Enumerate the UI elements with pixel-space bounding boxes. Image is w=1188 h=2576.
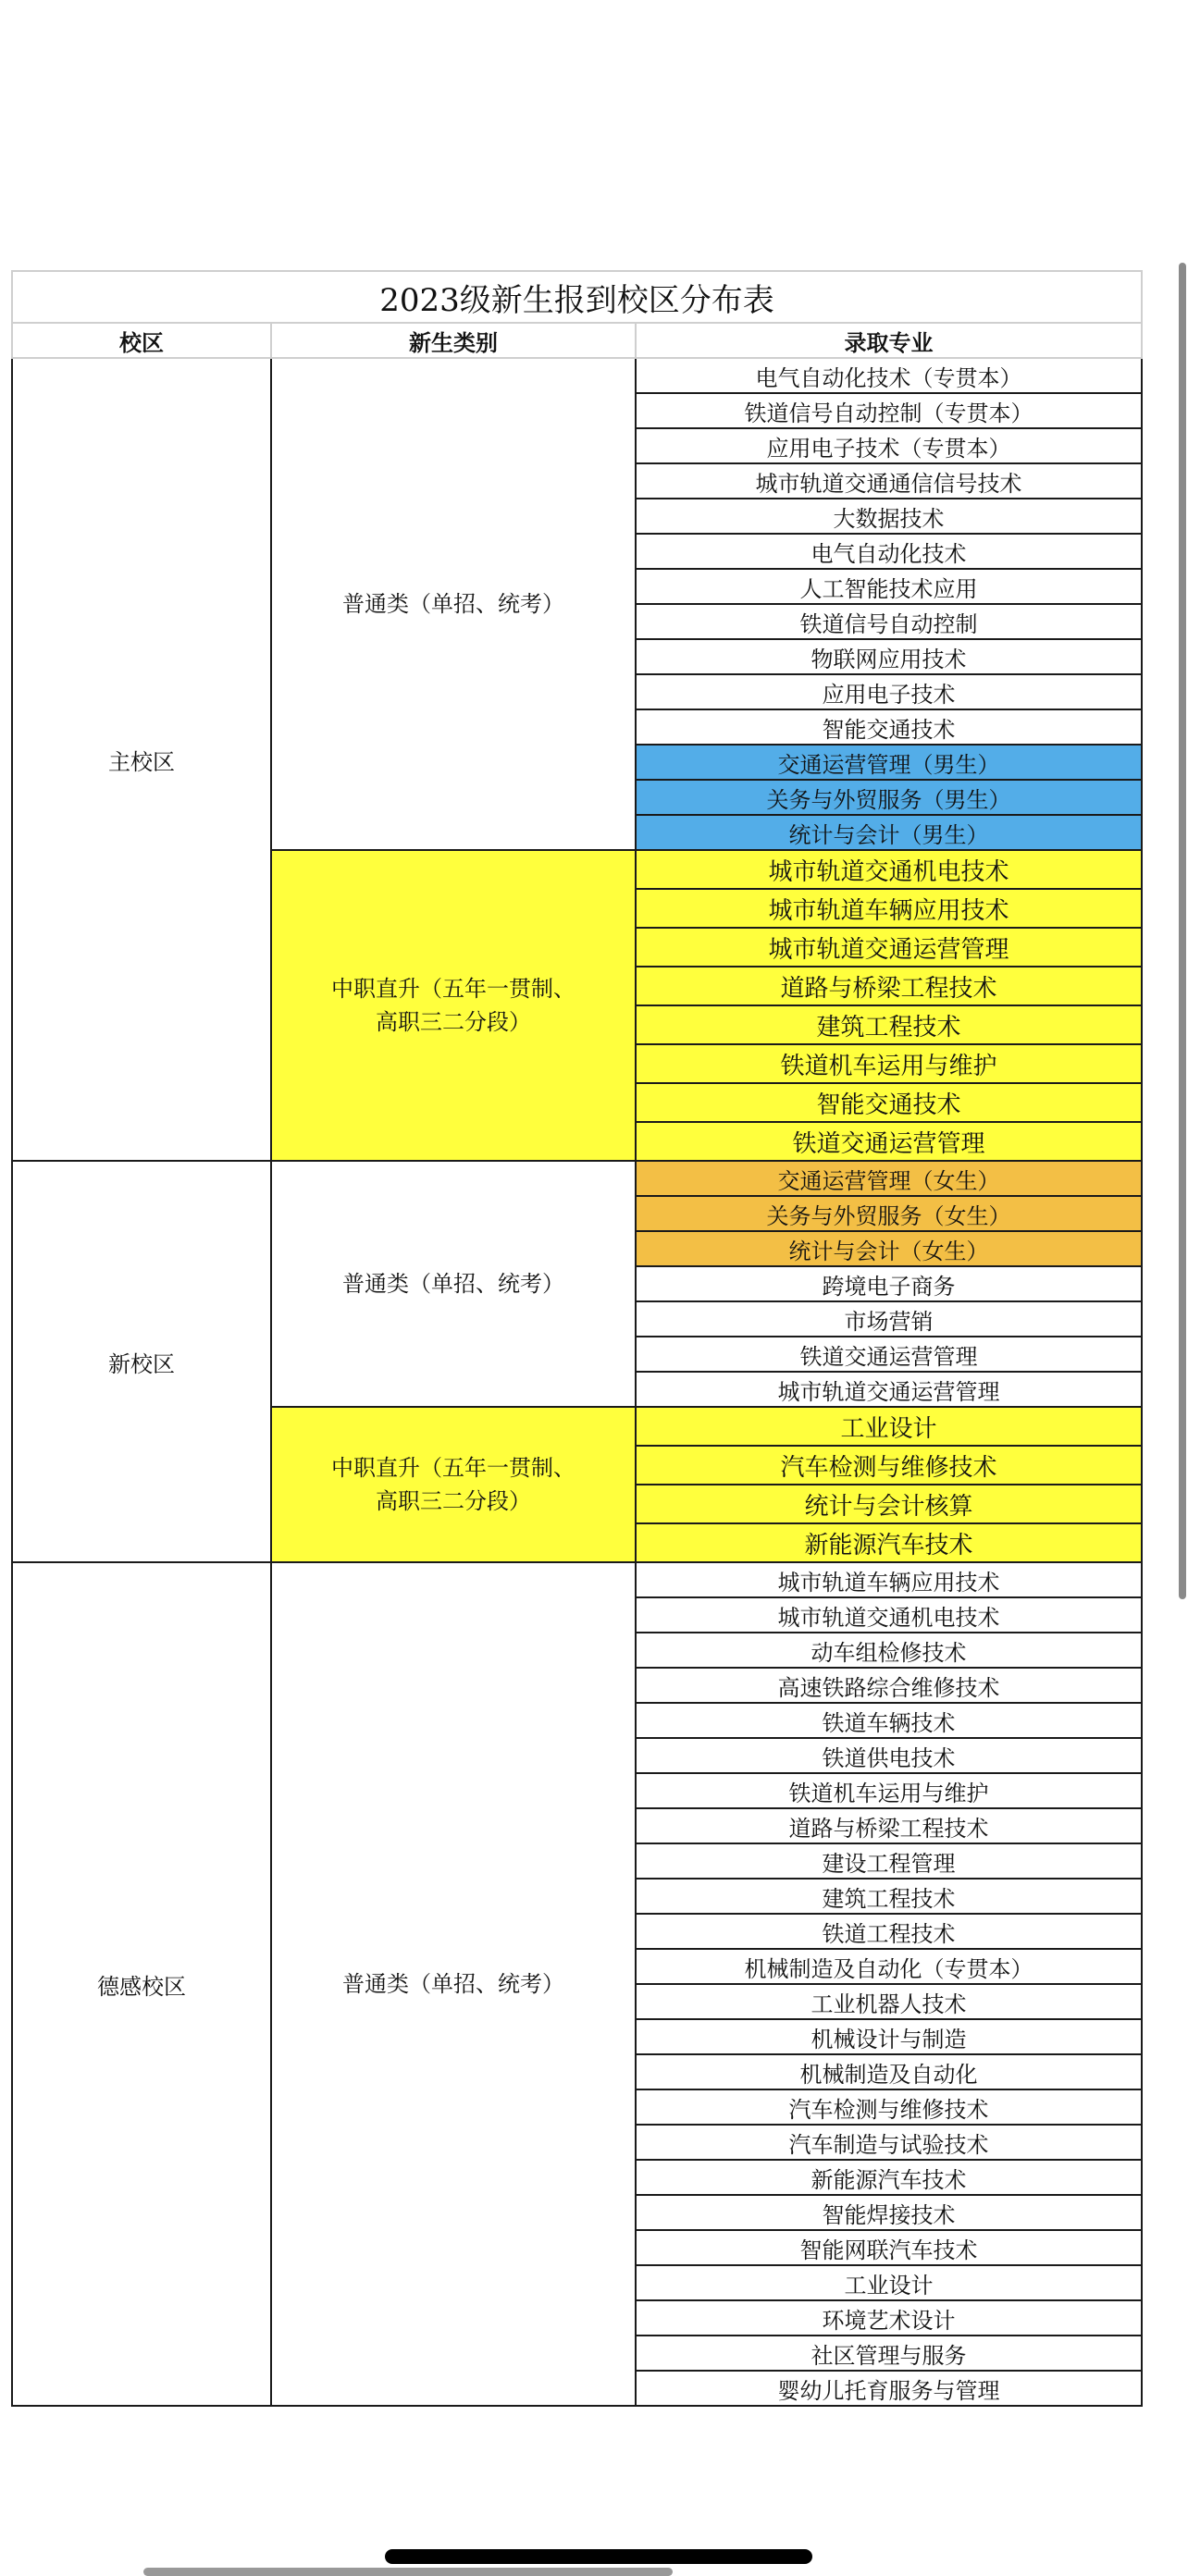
campus-cell: 新校区 [12, 1161, 271, 1562]
major-cell: 环境艺术设计 [636, 2300, 1142, 2336]
major-cell: 市场营销 [636, 1301, 1142, 1337]
major-cell: 铁道信号自动控制 [636, 604, 1142, 639]
enrollment-table [11, 270, 1143, 2407]
major-cell: 物联网应用技术 [636, 639, 1142, 674]
major-cell: 工业设计 [636, 1407, 1142, 1446]
major-cell: 城市轨道车辆应用技术 [636, 1562, 1142, 1597]
major-cell: 铁道供电技术 [636, 1738, 1142, 1773]
major-cell: 城市轨道交通机电技术 [636, 850, 1142, 889]
major-cell: 道路与桥梁工程技术 [636, 1808, 1142, 1843]
major-cell: 交通运营管理（女生） [636, 1161, 1142, 1196]
vertical-scrollbar[interactable] [1179, 263, 1186, 1599]
major-cell: 新能源汽车技术 [636, 2160, 1142, 2195]
major-cell: 动车组检修技术 [636, 1633, 1142, 1668]
major-cell: 人工智能技术应用 [636, 569, 1142, 604]
major-cell: 统计与会计（男生） [636, 815, 1142, 850]
header-category: 新生类别 [271, 323, 636, 358]
campus-cell: 德感校区 [12, 1562, 271, 2406]
major-cell: 大数据技术 [636, 499, 1142, 534]
major-cell: 电气自动化技术（专贯本） [636, 358, 1142, 393]
major-cell: 城市轨道交通运营管理 [636, 928, 1142, 967]
major-cell: 电气自动化技术 [636, 534, 1142, 569]
header-row [12, 323, 1142, 358]
major-cell: 机械设计与制造 [636, 2019, 1142, 2054]
category-line: 高职三二分段） [376, 1009, 531, 1035]
major-cell: 建筑工程技术 [636, 1005, 1142, 1044]
title-row [12, 271, 1142, 323]
major-cell: 工业机器人技术 [636, 1984, 1142, 2019]
major-cell: 汽车制造与试验技术 [636, 2125, 1142, 2160]
major-cell: 铁道机车运用与维护 [636, 1773, 1142, 1808]
major-cell: 跨境电子商务 [636, 1266, 1142, 1301]
major-cell: 智能交通技术 [636, 709, 1142, 745]
major-cell: 城市轨道交通机电技术 [636, 1597, 1142, 1633]
major-cell: 婴幼儿托育服务与管理 [636, 2371, 1142, 2406]
major-cell: 铁道工程技术 [636, 1914, 1142, 1949]
home-indicator[interactable] [385, 2549, 812, 2564]
category-cell [271, 850, 636, 1161]
table-row [12, 1562, 1142, 1597]
major-cell: 社区管理与服务 [636, 2336, 1142, 2371]
horizontal-scrollbar[interactable] [143, 2568, 673, 2576]
major-cell: 建筑工程技术 [636, 1879, 1142, 1914]
category-line: 中职直升（五年一贯制、 [331, 976, 575, 1002]
major-cell: 高速铁路综合维修技术 [636, 1668, 1142, 1703]
major-cell: 应用电子技术 [636, 674, 1142, 709]
major-cell: 汽车检测与维修技术 [636, 2089, 1142, 2125]
table-row [12, 1161, 1142, 1196]
category-cell: 普通类（单招、统考） [271, 1161, 636, 1407]
campus-cell: 主校区 [12, 358, 271, 1161]
major-cell: 铁道机车运用与维护 [636, 1044, 1142, 1083]
table-title: 2023级新生报到校区分布表 [12, 271, 1142, 323]
category-cell: 普通类（单招、统考） [271, 1562, 636, 2406]
major-cell: 智能焊接技术 [636, 2195, 1142, 2230]
major-cell: 工业设计 [636, 2265, 1142, 2300]
major-cell: 智能交通技术 [636, 1083, 1142, 1122]
major-cell: 交通运营管理（男生） [636, 745, 1142, 780]
major-cell: 机械制造及自动化 [636, 2054, 1142, 2089]
major-cell: 铁道信号自动控制（专贯本） [636, 393, 1142, 428]
major-cell: 统计与会计核算 [636, 1485, 1142, 1523]
major-cell: 关务与外贸服务（男生） [636, 780, 1142, 815]
category-cell: 普通类（单招、统考） [271, 358, 636, 850]
major-cell: 建设工程管理 [636, 1843, 1142, 1879]
major-cell: 新能源汽车技术 [636, 1523, 1142, 1562]
major-cell: 关务与外贸服务（女生） [636, 1196, 1142, 1231]
major-cell: 铁道车辆技术 [636, 1703, 1142, 1738]
major-cell: 城市轨道交通运营管理 [636, 1372, 1142, 1407]
category-line: 中职直升（五年一贯制、 [331, 1455, 575, 1481]
major-cell: 道路与桥梁工程技术 [636, 967, 1142, 1005]
major-cell: 应用电子技术（专贯本） [636, 428, 1142, 463]
table-row [12, 358, 1142, 393]
major-cell: 城市轨道车辆应用技术 [636, 889, 1142, 928]
header-major: 录取专业 [636, 323, 1142, 358]
major-cell: 统计与会计（女生） [636, 1231, 1142, 1266]
major-cell: 城市轨道交通通信信号技术 [636, 463, 1142, 499]
major-cell: 铁道交通运营管理 [636, 1337, 1142, 1372]
major-cell: 铁道交通运营管理 [636, 1122, 1142, 1161]
category-cell [271, 1407, 636, 1562]
major-cell: 机械制造及自动化（专贯本） [636, 1949, 1142, 1984]
major-cell: 汽车检测与维修技术 [636, 1446, 1142, 1485]
header-campus: 校区 [12, 323, 271, 358]
major-cell: 智能网联汽车技术 [636, 2230, 1142, 2265]
category-line: 高职三二分段） [376, 1488, 531, 1514]
